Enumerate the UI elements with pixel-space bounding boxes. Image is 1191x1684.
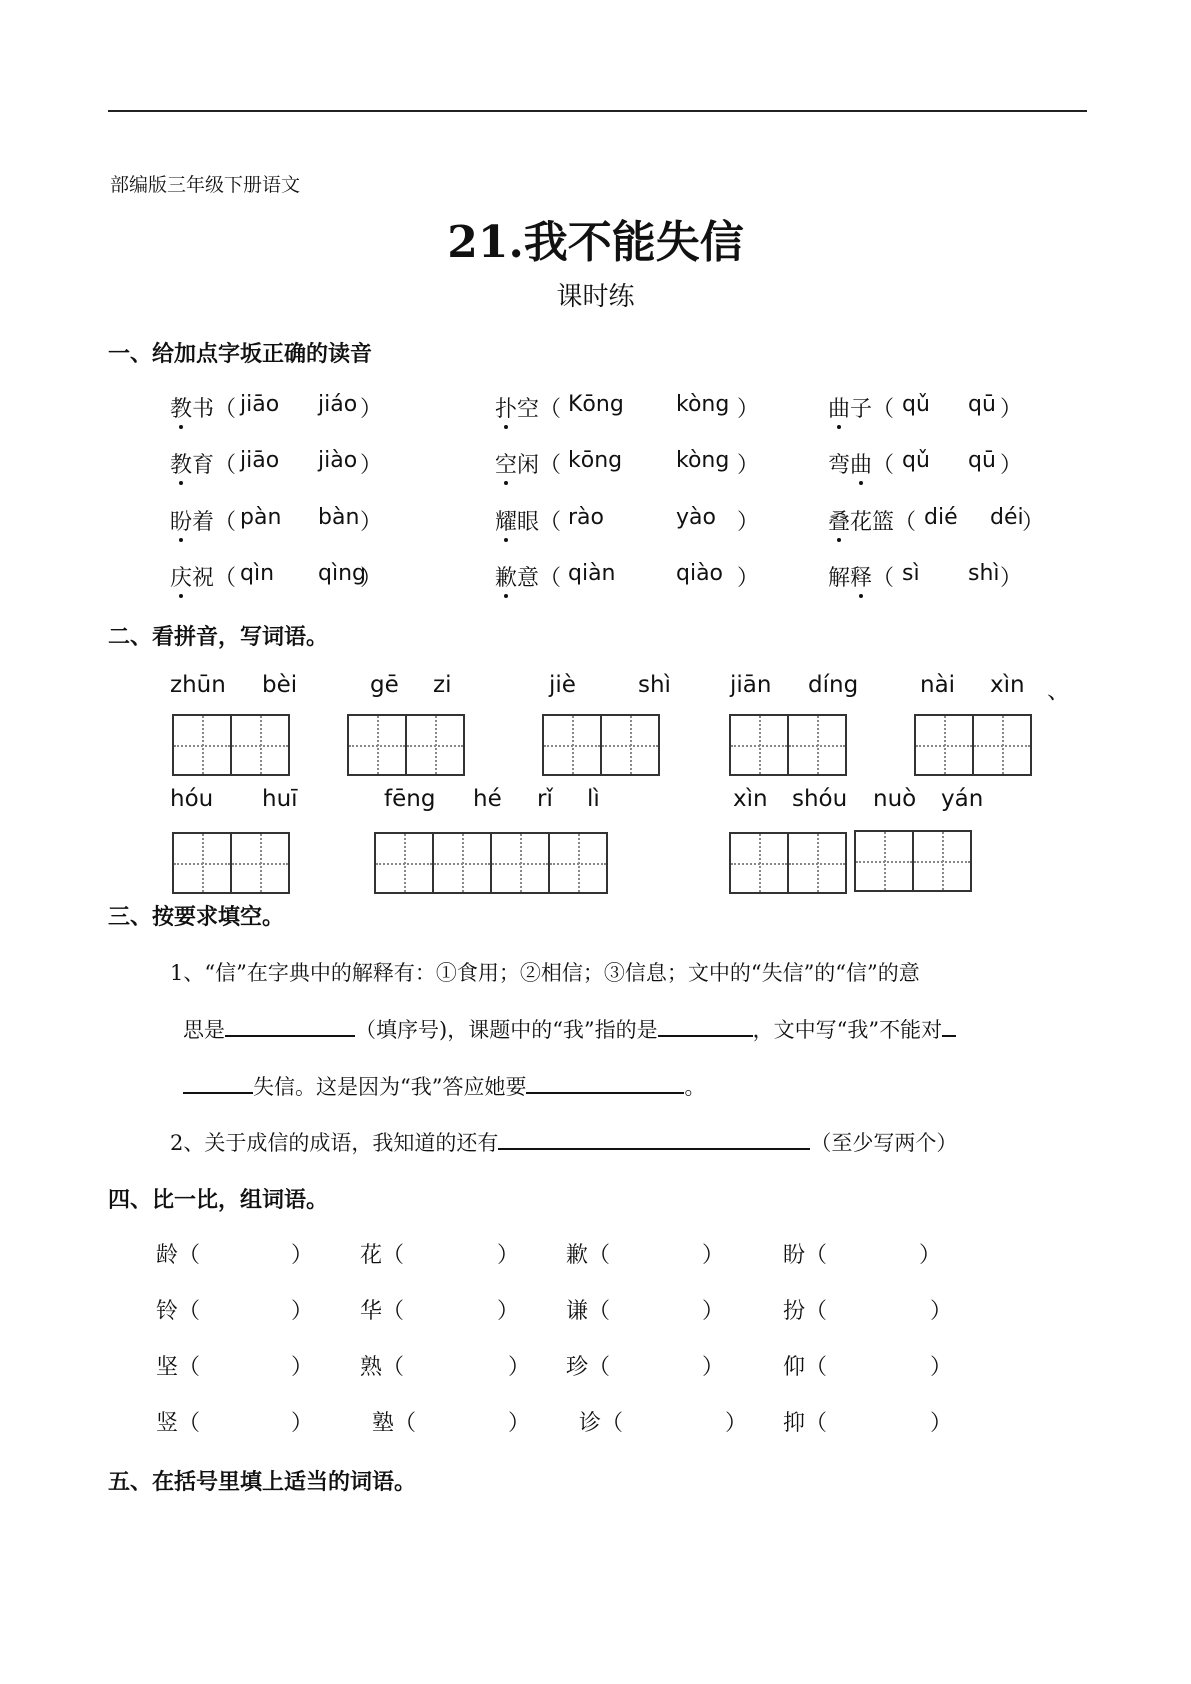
reading-item-word [828,561,894,592]
answer-blank[interactable] [942,1013,956,1037]
closing-paren: ） [291,1243,314,1268]
closing-paren: ） [737,510,760,535]
pinyin-syllable: rǐ [537,786,553,812]
closing-paren: ） [702,1243,725,1268]
compare-character: 谦（ [566,1299,611,1324]
closing-paren: ） [1000,397,1023,422]
section-4-heading: 四、比一比，组词语。 [108,1187,329,1213]
compare-character: 熟（ [360,1355,405,1380]
closing-paren: ） [1000,566,1023,591]
word-suffix: 书（ [192,397,237,422]
writing-cell[interactable] [230,832,290,894]
pinyin-syllable: yán [941,786,984,812]
answer-slot[interactable] [618,1294,698,1320]
pinyin-syllable: nuò [873,786,917,812]
reading-option[interactable]: rào [568,505,604,530]
writing-cell[interactable] [172,832,232,894]
dotted-character: 盼 [170,505,192,536]
pinyin-syllable: fēng [384,786,436,812]
writing-cell[interactable] [172,714,232,776]
pinyin-syllable: zi [433,672,452,698]
closing-paren: ） [702,1355,725,1380]
answer-slot[interactable] [618,1350,698,1376]
word-suffix: 祝（ [192,566,237,591]
reading-option[interactable]: pàn [240,505,282,530]
compare-character: 龄（ [156,1243,201,1268]
dotted-character: 歉 [495,561,517,592]
compare-character: 歉（ [566,1243,611,1268]
compare-character: 花（ [360,1243,405,1268]
writing-cell[interactable] [432,832,492,894]
writing-grid[interactable] [347,714,465,776]
pinyin-syllable: jiān [730,672,772,698]
writing-cell[interactable] [548,832,608,894]
answer-slot[interactable] [835,1406,926,1432]
answer-blank[interactable] [183,1070,253,1094]
page-subtitle: 课时练 [556,282,635,312]
answer-blank[interactable] [498,1126,810,1150]
section-2-heading: 二、看拼音，写词语。 [108,624,329,650]
dotted-character: 曲 [850,448,872,479]
q1-text-c: ，文中写“我”不能对 [752,1018,943,1042]
word-suffix: 眼（ [517,510,562,535]
answer-slot[interactable] [618,1238,698,1264]
word-suffix: （ [872,566,895,591]
writing-cell[interactable] [542,714,602,776]
reading-option[interactable]: shì [968,561,1000,586]
reading-option[interactable]: qiàn [568,561,616,586]
answer-blank[interactable] [225,1013,355,1037]
reading-option[interactable]: qǔ [902,392,930,417]
reading-option[interactable]: déi [990,505,1024,530]
series-label: 部编版三年级下册语文 [110,174,301,196]
compare-character: 坚（ [156,1355,201,1380]
writing-cell[interactable] [854,830,914,892]
q1-text-e: 。 [684,1075,706,1099]
compare-character: 仰（ [783,1355,828,1380]
compare-character: 抑（ [783,1411,828,1436]
dotted-character: 耀 [495,505,517,536]
reading-option[interactable]: qū [968,392,996,417]
closing-paren: ） [930,1411,953,1436]
answer-blank[interactable] [658,1013,753,1037]
writing-cell[interactable] [914,714,974,776]
reading-item-word [495,448,561,479]
pinyin-syllable: 、 [1047,678,1070,704]
compare-character: 珍（ [566,1355,611,1380]
answer-slot[interactable] [631,1406,721,1432]
closing-paren: ） [291,1299,314,1324]
pinyin-syllable: bèi [262,672,298,698]
page-title: 21.我不能失信 [447,217,744,268]
word-suffix: 着（ [192,510,237,535]
reading-option[interactable]: jiāo [240,448,280,473]
pinyin-syllable: zhūn [170,672,226,698]
closing-paren: ） [737,566,760,591]
reading-option[interactable]: qiào [676,561,724,586]
closing-paren: ） [360,397,383,422]
reading-item-word [170,505,236,536]
pinyin-syllable: shóu [792,786,848,812]
closing-paren: ） [291,1355,314,1380]
reading-option[interactable]: qìng [318,561,366,586]
answer-blank[interactable] [526,1070,684,1094]
pinyin-syllable: nài [920,672,956,698]
pinyin-syllable: huī [262,786,298,812]
reading-option[interactable]: kōng [568,448,623,473]
word-suffix: 子（ [850,397,895,422]
writing-cell[interactable] [490,832,550,894]
closing-paren: ） [508,1355,531,1380]
q1-text-a: 思是 [183,1018,225,1042]
pinyin-syllable: hé [473,786,502,812]
q1-text-d: 失信。这是因为“我”答应她要 [253,1075,527,1099]
reading-option[interactable]: dié [924,505,958,530]
answer-slot[interactable] [208,1294,287,1320]
word-suffix: 意（ [517,566,562,591]
reading-item-word [495,505,561,536]
dotted-character: 教 [170,392,192,423]
reading-option[interactable]: Kōng [568,392,624,417]
closing-paren: ） [930,1299,953,1324]
header-rule [108,110,1087,112]
reading-item-word [828,448,894,479]
pinyin-syllable: xìn [990,672,1025,698]
closing-paren: ） [360,453,383,478]
pinyin-syllable: díng [808,672,859,698]
compare-character: 诊（ [579,1411,624,1436]
closing-paren: ） [1022,510,1045,535]
reading-item-word [170,392,236,423]
answer-slot[interactable] [412,1294,493,1320]
dotted-character: 曲 [828,392,850,423]
reading-item-word [170,561,236,592]
closing-paren: ） [497,1299,520,1324]
section-3-heading: 三、按要求填空。 [108,904,285,930]
word-prefix: 弯 [828,453,851,478]
reading-option[interactable]: kòng [676,392,730,417]
writing-cell[interactable] [405,714,465,776]
answer-slot[interactable] [835,1294,926,1320]
writing-grid[interactable] [172,832,290,894]
pinyin-syllable: jiè [549,672,576,698]
compare-character: 华（ [360,1299,405,1324]
writing-cell[interactable] [347,714,407,776]
q2-text-a: 2、关于成信的成语，我知道的还有 [170,1131,499,1155]
question-1-line-3 [183,1070,705,1101]
answer-slot[interactable] [208,1238,287,1264]
reading-option[interactable]: bàn [318,505,360,530]
word-suffix: 育（ [192,453,237,478]
reading-item-word [828,505,916,536]
closing-paren: ） [919,1243,942,1268]
section-1-heading: 一、给加点字坂正确的读音 [108,341,373,367]
writing-grid[interactable] [914,714,1032,776]
dotted-character: 空 [495,448,517,479]
writing-cell[interactable] [729,832,789,894]
word-suffix: （ [872,453,895,478]
answer-slot[interactable] [835,1350,926,1376]
reading-option[interactable]: qǔ [902,448,930,473]
writing-cell[interactable] [787,832,847,894]
writing-cell[interactable] [972,714,1032,776]
reading-option[interactable]: kòng [676,448,730,473]
dotted-character: 释 [850,561,872,592]
reading-item-word [170,448,236,479]
writing-grid[interactable] [729,832,847,894]
writing-cell[interactable] [912,830,972,892]
compare-character: 铃（ [156,1299,201,1324]
writing-grid[interactable] [172,714,290,776]
reading-option[interactable]: jiào [318,448,358,473]
writing-cell[interactable] [230,714,290,776]
writing-grid[interactable] [729,714,847,776]
closing-paren: ） [737,453,760,478]
word-suffix: 花篮（ [850,510,917,535]
reading-option[interactable]: sì [902,561,920,586]
writing-cell[interactable] [729,714,789,776]
section-5-heading: 五、在括号里填上适当的词语。 [108,1469,417,1495]
closing-paren: ） [725,1411,748,1436]
reading-option[interactable]: jiāo [240,392,280,417]
reading-option[interactable]: qìn [240,561,275,586]
closing-paren: ） [360,510,383,535]
q2-text-b: （至少写两个） [810,1131,958,1155]
closing-paren: ） [702,1299,725,1324]
pinyin-syllable: xìn [733,786,768,812]
closing-paren: ） [508,1411,531,1436]
answer-slot[interactable] [412,1238,493,1264]
reading-option[interactable]: jiáo [318,392,358,417]
question-1-line-2 [183,1013,956,1044]
answer-slot[interactable] [208,1350,287,1376]
reading-item-word [495,392,561,423]
pinyin-syllable: hóu [170,786,214,812]
writing-cell[interactable] [374,832,434,894]
writing-cell[interactable] [600,714,660,776]
answer-slot[interactable] [208,1406,287,1432]
closing-paren: ） [360,566,383,591]
closing-paren: ） [737,397,760,422]
pinyin-syllable: gē [370,672,399,698]
dotted-character: 扑 [495,392,517,423]
answer-slot[interactable] [424,1406,504,1432]
closing-paren: ） [930,1355,953,1380]
reading-option[interactable]: qū [968,448,996,473]
word-suffix: 闲（ [517,453,562,478]
word-prefix: 解 [828,566,851,591]
dotted-character: 教 [170,448,192,479]
compare-character: 盼（ [783,1243,828,1268]
writing-grid[interactable] [854,830,972,892]
compare-character: 扮（ [783,1299,828,1324]
answer-slot[interactable] [412,1350,504,1376]
dotted-character: 庆 [170,561,192,592]
writing-cell[interactable] [787,714,847,776]
pinyin-syllable: lì [587,786,600,812]
dotted-character: 叠 [828,505,850,536]
closing-paren: ） [291,1411,314,1436]
closing-paren: ） [497,1243,520,1268]
q1-text-b: （填序号)，课题中的“我”指的是 [355,1018,658,1042]
compare-character: 塾（ [372,1411,417,1436]
writing-grid[interactable] [542,714,660,776]
pinyin-syllable: shì [638,672,671,698]
question-2 [170,1126,957,1157]
closing-paren: ） [1000,453,1023,478]
compare-character: 竖（ [156,1411,201,1436]
question-1-line-1: 1、“信”在字典中的解释有：①食用；②相信；③信息；文中的“失信”的“信”的意 [170,961,920,985]
answer-slot[interactable] [835,1238,915,1264]
reading-option[interactable]: yào [676,505,716,530]
reading-item-word [828,392,894,423]
writing-grid[interactable] [374,832,608,894]
reading-item-word [495,561,561,592]
word-suffix: 空（ [517,397,562,422]
